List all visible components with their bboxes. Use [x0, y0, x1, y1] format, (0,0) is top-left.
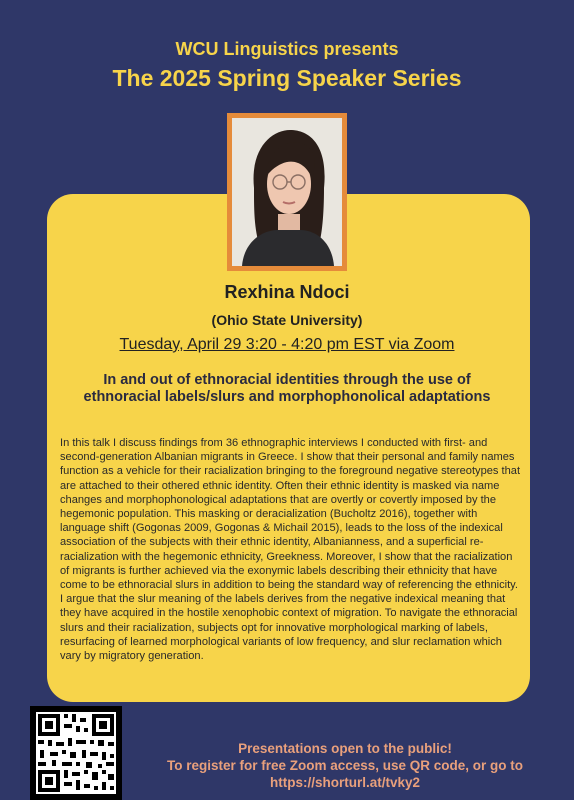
speaker-affiliation: (Ohio State University): [211, 312, 363, 328]
talk-title: In and out of ethnoracial identities through the use of ethnoracial labels/slurs and morphophonolical adaptations: [83, 372, 491, 405]
footer-info: [130, 740, 560, 791]
footer-public-line: Presentations open to the public!: [238, 741, 452, 756]
footer-url-link[interactable]: https://shorturl.at/tvky2: [269, 775, 421, 790]
event-datetime: Tuesday, April 29 3:20 - 4:20 pm EST via Zoom: [119, 336, 455, 353]
qr-code-pattern: [36, 712, 116, 794]
series-title: The 2025 Spring Speaker Series: [112, 65, 462, 91]
speaker-portrait-image: [232, 118, 342, 266]
qr-code-icon[interactable]: [30, 706, 122, 800]
footer-register-line: To register for free Zoom access, use QR code, or go to: [166, 758, 524, 773]
speaker-name: Rexhina Ndoci: [224, 282, 350, 302]
speaker-photo-frame: [227, 113, 347, 271]
header: [0, 38, 574, 93]
talk-abstract: In this talk I discuss findings from 36 ethnographic interviews I conducted with first- and second-generation Albanian migrants in Greece. I show that their personal and family names function as a vehicle for their racialization bringing to the foreground negative stereotypes that are attached to their othered ethnic identity. Often their ethnic identity is masked via name changes and morphophonological adaptations that are overtly or covertly imposed by the hegemonic population. This masking or deracialization (Bucholtz 2016), together with language shift (Gogonas 2009, Gogonas & Michail 2015), leads to the loss of the indexical association of the subjects with their ethnic identity, Albanianness, and a superficial re-racialization with the hegemonic ethnicity, Greekness. Moreover, I show that the racialization of migrants is further achieved via the exonymic labels describing their ethnicity that have come to be ethnoracial slurs in addition to being the standard way of referencing the ethnicity. I argue that the slur meaning of the labels derives from the negative indexical meaning that they have acquired in the hostile xenophobic context of migration. To navigate the ethnoracial slurs and their racialization, subjects opt for innovative morphological marking of labels, resurfacing of learned morphological variants of low frequency, and slur reclamation which vary by migratory generation.: [60, 437, 521, 663]
speaker-photo: [232, 118, 342, 266]
presents-line: WCU Linguistics presents: [175, 39, 399, 59]
